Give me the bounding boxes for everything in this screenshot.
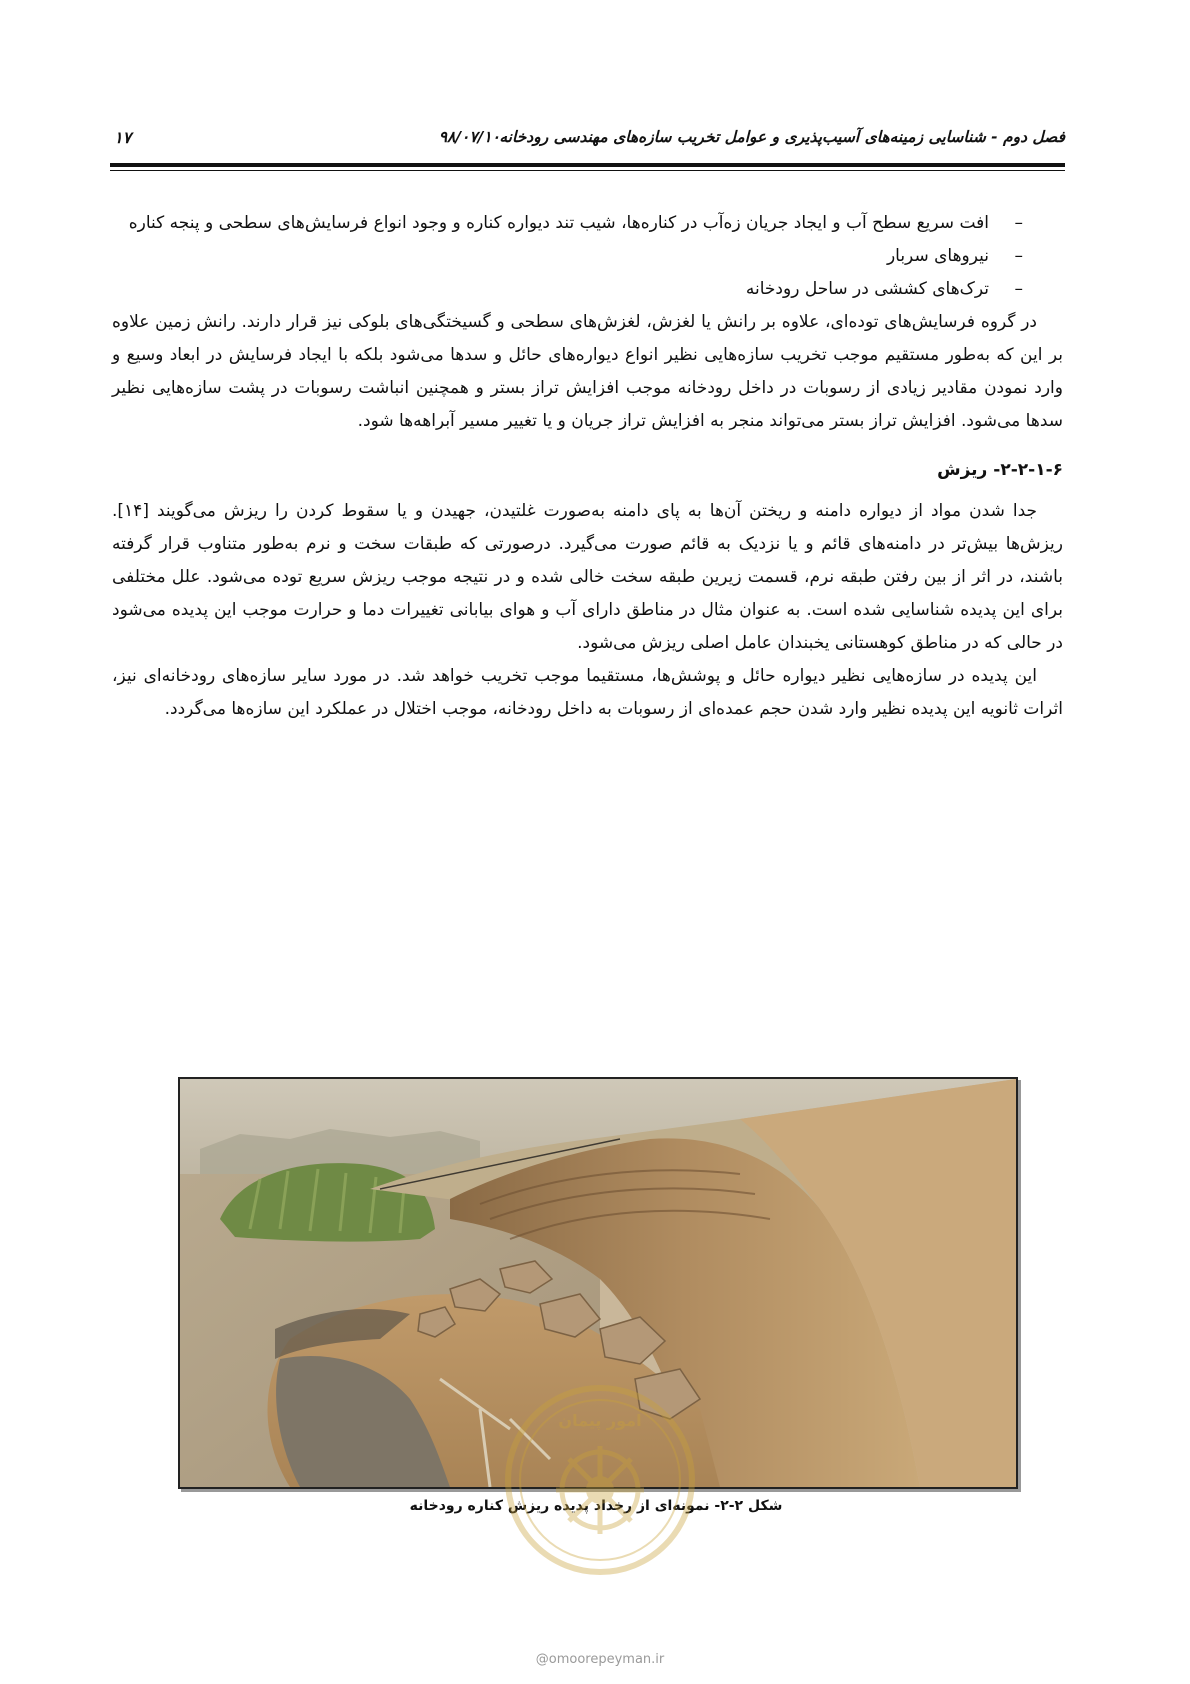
bullet-text: افت سریع سطح آب و ایجاد جریان زه‌آب در کناره‌ها، شیب تند دیواره کناره و وجود انواع فرسایش‌های سطحی و پنجه کناره — [128, 213, 989, 233]
body-paragraph: جدا شدن مواد از دیواره دامنه و ریختن آن‌ها به پای دامنه به‌صورت غلتیدن، جهیدن و یا سقوط کردن را ریزش می‌گویند [۱۴]. ریزش‌ها بیش‌تر در دامنه‌های قائم و یا نزدیک به قائم صورت می‌گیرد. درصورتی که طبقات سخت و نرم به‌طور متناوب قرار گرفته باشند، در اثر از بین رفتن طبقه نرم، قسمت زیرین طبقه سخت خالی شده و در نتیجه موجب ریزش سریع توده می‌شود. علل مختلفی برای این پدیده شناسایی شده است. به عنوان مثال در مناطق دارای آب و هوای بیابانی تغییرات دما و حرارت موجب این پدیده می‌شود در حالی که در مناطق کوهستانی یخبندان عامل اصلی ریزش می‌شود. — [112, 501, 1063, 653]
watermark-seal — [500, 1380, 700, 1580]
bullet-text: نیروهای سربار — [886, 246, 989, 266]
header-rule-thin — [110, 170, 1065, 171]
seal-text: امور پیمان — [558, 1411, 642, 1430]
bullet-text: ترک‌های کششی در ساحل رودخانه — [745, 279, 989, 299]
bullet-item — [112, 273, 1063, 306]
section-heading: ۲-۲-۱-۶- ریزش — [937, 460, 1063, 480]
header-rule-thick — [110, 163, 1065, 167]
seal-emblem-icon — [500, 1380, 700, 1580]
body-paragraph: این پدیده در سازه‌هایی نظیر دیواره حائل و پوشش‌ها، مستقیما موجب تخریب خواهد شد. در مورد سایر سازه‌های رودخانه‌ای نیز، اثرات ثانویه این پدیده نظیر وارد شدن حجم عمده‌ای از رسوبات به داخل رودخانه، موجب اختلال در عملکرد این سازه‌ها می‌گردد. — [112, 666, 1063, 719]
watermark-url: @omoorepeyman.ir — [535, 1652, 665, 1667]
figure-caption: شکل ۲-۲- نمونه‌ای از رخداد پدیده ریزش کناره رودخانه — [409, 1498, 783, 1514]
chapter-title: فصل دوم - شناسایی زمینه‌های آسیب‌پذیری و عوامل تخریب سازه‌های مهندسی رودخانه — [499, 128, 1065, 146]
header-date: ۹۸/۰۷/۱۰ — [438, 128, 500, 146]
page-number: ۱۷ — [114, 128, 132, 147]
page-body — [112, 207, 1063, 726]
bullet-dash: – — [1014, 213, 1023, 233]
bullet-item — [112, 207, 1063, 240]
bullet-dash: – — [1014, 246, 1023, 266]
bullet-dash: – — [1014, 279, 1023, 299]
body-paragraph: در گروه فرسایش‌های توده‌ای، علاوه بر رانش یا لغزش، لغزش‌های سطحی و گسیختگی‌های بلوکی نیز قرار دارند. رانش زمین علاوه بر این که به‌طور مستقیم موجب تخریب سازه‌هایی نظیر انواع دیواره‌های حائل و سدها می‌شود بلکه با ایجاد فرسایش در ابعاد وسیع و وارد نمودن مقادیر زیادی از رسوبات در داخل رودخانه موجب افزایش تراز بستر و همچنین انباشت رسوبات در پشت سازه‌هایی نظیر سدها می‌شود. افزایش تراز بستر می‌تواند منجر به افزایش تراز جریان و یا تغییر مسیر آبراهه‌ها شود. — [112, 312, 1063, 431]
bullet-item — [112, 240, 1063, 273]
bullet-list — [112, 207, 1063, 306]
page-header — [110, 128, 1065, 160]
